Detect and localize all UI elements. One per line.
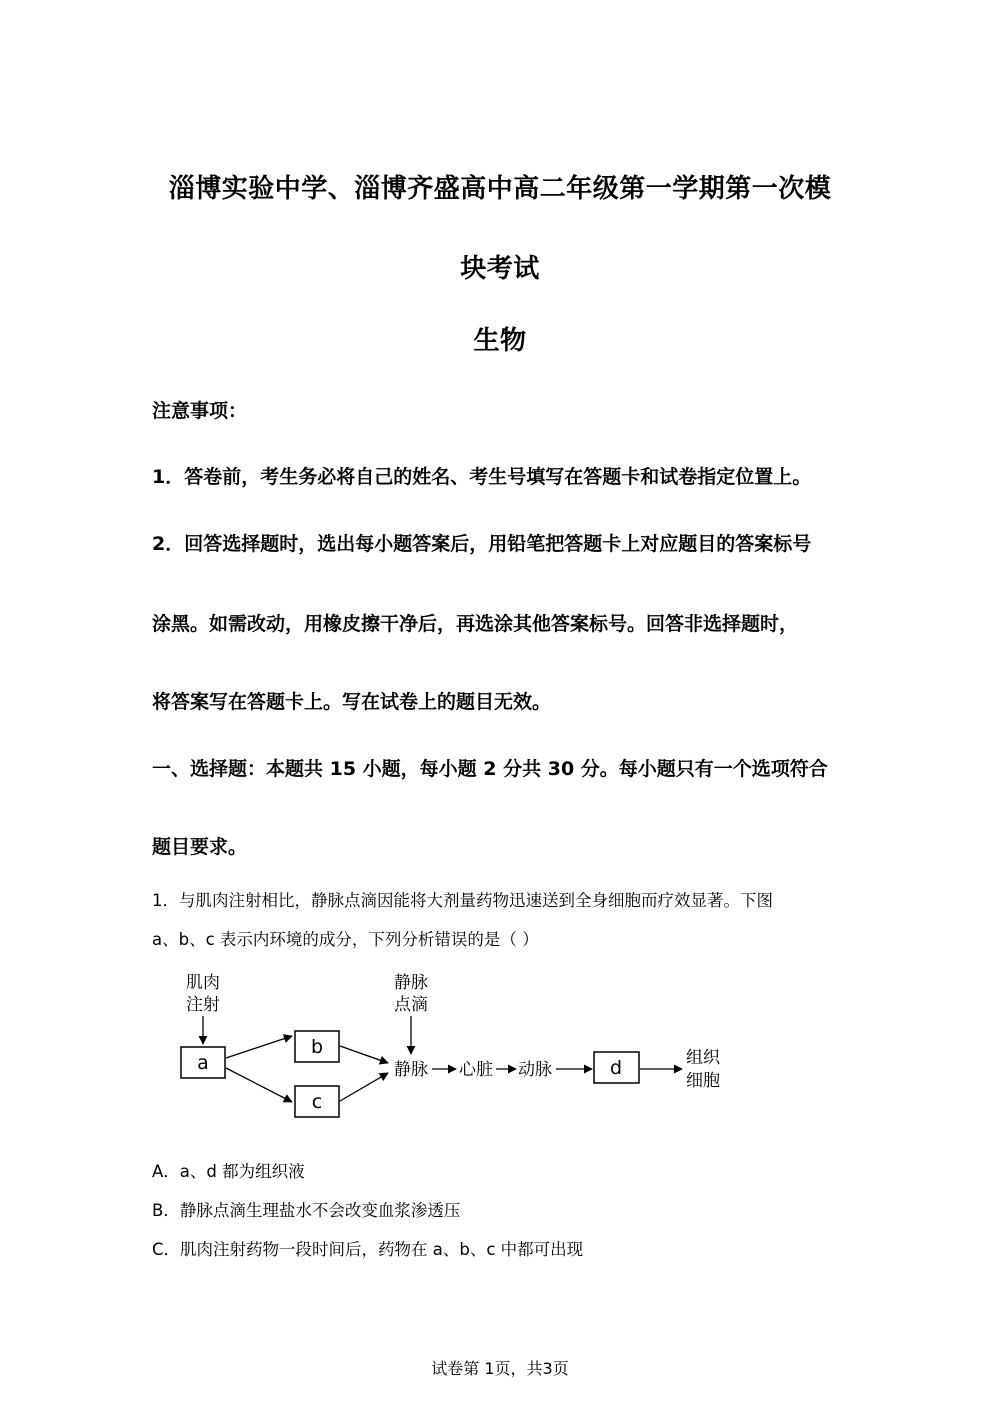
label-muscle-1: 肌肉 <box>186 973 220 993</box>
question-1-option-b: B．静脉点滴生理盐水不会改变血浆渗透压 <box>152 1201 461 1220</box>
exam-title-line2: 块考试 <box>460 254 540 284</box>
exam-title-line1: 淄博实验中学、淄博齐盛高中高二年级第一学期第一次模 <box>168 174 832 204</box>
notice-item-2-line1: 2．回答选择题时，选出每小题答案后，用铅笔把答题卡上对应题目的答案标号 <box>152 533 812 555</box>
label-muscle-2: 注射 <box>186 995 220 1015</box>
question-1-option-a: A．a、d 都为组织液 <box>152 1162 305 1181</box>
question-1-stem-line2: a、b、c 表示内环境的成分，下列分析错误的是（ ） <box>152 930 539 949</box>
page-footer: 试卷第 1页，共3页 <box>431 1359 569 1378</box>
node-artery: 动脉 <box>518 1060 552 1080</box>
question-1-diagram <box>170 962 740 1132</box>
section-1-heading-line1: 一、选择题：本题共 15 小题，每小题 2 分共 30 分。每小题只有一个选项符合 <box>152 758 828 780</box>
label-tissue-2: 细胞 <box>686 1071 720 1091</box>
notice-item-2-line3: 将答案写在答题卡上。写在试卷上的题目无效。 <box>152 691 552 713</box>
label-iv-2: 点滴 <box>394 995 428 1015</box>
node-vein: 静脉 <box>394 1060 428 1080</box>
label-iv-1: 静脉 <box>394 973 428 993</box>
arrow-a-to-c <box>226 1068 292 1102</box>
arrow-b-to-vein <box>340 1046 388 1063</box>
node-heart: 心脏 <box>459 1060 493 1080</box>
question-1-option-c: C．肌肉注射药物一段时间后，药物在 a、b、c 中都可出现 <box>152 1240 584 1259</box>
box-d-label: d <box>609 1057 623 1079</box>
box-a-label: a <box>197 1052 209 1074</box>
question-1-stem-line1: 1．与肌肉注射相比，静脉点滴因能将大剂量药物迅速送到全身细胞而疗效显著。下图 <box>152 891 773 910</box>
label-tissue-1: 组织 <box>686 1048 720 1068</box>
notice-item-2-line2: 涂黑。如需改动，用橡皮擦干净后，再选涂其他答案标号。回答非选择题时， <box>152 613 799 635</box>
arrow-c-to-vein <box>340 1073 388 1101</box>
section-1-heading-line2: 题目要求。 <box>152 836 248 858</box>
box-c-label: c <box>311 1091 323 1113</box>
notice-heading: 注意事项： <box>152 400 248 422</box>
notice-item-1: 1．答卷前，考生务必将自己的姓名、考生号填写在答题卡和试卷指定位置上。 <box>152 466 812 488</box>
exam-subject: 生物 <box>473 326 527 356</box>
arrow-a-to-b <box>226 1036 292 1058</box>
box-b-label: b <box>310 1036 324 1058</box>
